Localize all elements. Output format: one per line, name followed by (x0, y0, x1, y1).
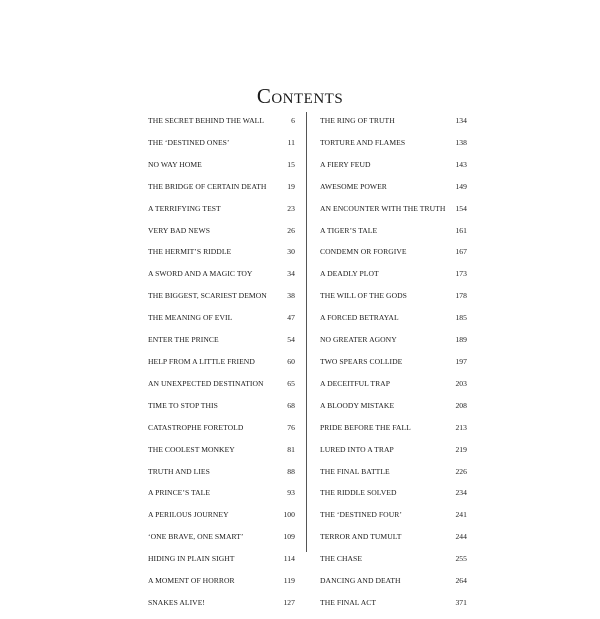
toc-entry-title: TIME TO STOP THIS (148, 400, 218, 410)
toc-entry-page: 30 (287, 247, 295, 257)
toc-entry-title: THE BIGGEST, SCARIEST DEMON (148, 291, 267, 301)
toc-entry-page: 143 (455, 159, 467, 169)
toc-entry (320, 422, 467, 444)
toc-entry (320, 115, 467, 137)
toc-entry-title: HIDING IN PLAIN SIGHT (148, 554, 235, 564)
toc-entry-title: A TIGER’S TALE (320, 225, 378, 235)
toc-entry-title: PRIDE BEFORE THE FALL (320, 422, 411, 432)
toc-entry-page: 15 (287, 159, 295, 169)
toc-entry-title: A DECEITFUL TRAP (320, 378, 390, 388)
toc-entry (148, 290, 295, 312)
toc-entry-page: 81 (287, 444, 295, 454)
toc-entry (148, 487, 295, 509)
toc-entry-title: VERY BAD NEWS (148, 225, 210, 235)
toc-entry (148, 268, 295, 290)
toc-entry-page: 38 (287, 291, 295, 301)
toc-entry-title: DANCING AND DEATH (320, 576, 401, 586)
toc-entry (320, 487, 467, 509)
toc-entry (320, 553, 467, 575)
toc-entry (148, 466, 295, 488)
toc-entry (320, 531, 467, 553)
toc-entry-title: THE COOLEST MONKEY (148, 444, 235, 454)
toc-entry-page: 185 (455, 313, 467, 323)
toc-entry (148, 400, 295, 422)
toc-column-left (148, 115, 295, 619)
toc-entry-title: THE SECRET BEHIND THE WALL (148, 116, 265, 125)
toc-entry-title: CONDEMN OR FORGIVE (320, 247, 407, 257)
toc-entry-title: A FIERY FEUD (320, 159, 371, 169)
toc-entry-title: A TERRIFYING TEST (148, 203, 221, 213)
toc-entry-page: 26 (287, 225, 295, 235)
toc-entry-page: 213 (455, 422, 467, 432)
toc-entry-page: 208 (455, 400, 467, 410)
toc-entry-title: THE WILL OF THE GODS (320, 291, 407, 301)
toc-entry-page: 100 (283, 510, 295, 520)
toc-entry-page: 76 (287, 422, 295, 432)
toc-entry-page: 371 (455, 597, 467, 607)
toc-entry-title: THE CHASE (320, 554, 363, 564)
toc-entry-title: A FORCED BETRAYAL (320, 313, 399, 323)
toc-entry (320, 597, 467, 619)
toc-entry-page: 109 (283, 532, 295, 542)
toc-entry-page: 88 (287, 466, 295, 476)
toc-entry-title: TORTURE AND FLAMES (320, 137, 406, 147)
toc-entry (148, 422, 295, 444)
toc-entry-page: 127 (283, 597, 295, 607)
toc-entry-page: 19 (287, 181, 295, 191)
toc-entry (148, 509, 295, 531)
toc-entry-page: 255 (455, 554, 467, 564)
toc-entry (148, 356, 295, 378)
toc-entry (148, 203, 295, 225)
toc-entry (320, 378, 467, 400)
toc-entry-page: 241 (455, 510, 467, 520)
toc-entry-page: 219 (455, 444, 467, 454)
toc-entry-title: TWO SPEARS COLLIDE (320, 356, 403, 366)
toc-entry-title: THE BRIDGE OF CERTAIN DEATH (148, 181, 267, 191)
toc-entry (320, 246, 467, 268)
toc-entry-title: AN UNEXPECTED DESTINATION (148, 378, 264, 388)
toc-entry (320, 268, 467, 290)
toc-entry-title: A BLOODY MISTAKE (320, 400, 395, 410)
toc-entry-page: 34 (287, 269, 295, 279)
toc-entry-page: 60 (287, 356, 295, 366)
toc-entry-title: THE HERMIT’S RIDDLE (148, 247, 232, 257)
toc-column-right (320, 115, 467, 619)
toc-entry (320, 356, 467, 378)
toc-entry-page: 161 (455, 225, 467, 235)
toc-entry-page: 264 (455, 576, 467, 586)
toc-entry-page: 114 (283, 554, 295, 564)
toc-entry-title: THE ‘DESTINED ONES’ (148, 137, 230, 147)
page-title: Contents (256, 84, 344, 109)
toc-entry (148, 181, 295, 203)
toc-entry (148, 575, 295, 597)
toc-entry-page: 138 (455, 137, 467, 147)
column-divider (306, 112, 307, 552)
toc-entry-page: 226 (455, 466, 467, 476)
toc-entry (148, 597, 295, 619)
toc-entry-page: 234 (455, 488, 467, 498)
toc-entry (320, 400, 467, 422)
toc-entry (320, 575, 467, 597)
toc-entry-title: NO WAY HOME (148, 159, 202, 169)
toc-entry-title: CATASTROPHE FORETOLD (148, 422, 244, 432)
toc-entry-page: 189 (455, 335, 467, 345)
toc-entry (148, 553, 295, 575)
toc-entry (148, 444, 295, 466)
toc-entry (320, 312, 467, 334)
toc-entry-title: AN ENCOUNTER WITH THE TRUTH (320, 203, 446, 213)
toc-entry-title: HELP FROM A LITTLE FRIEND (148, 356, 255, 366)
toc-entry-title: THE FINAL BATTLE (320, 466, 390, 476)
toc-entry-title: A SWORD AND A MAGIC TOY (148, 269, 253, 279)
toc-entry (320, 444, 467, 466)
toc-entry-page: 197 (455, 356, 467, 366)
toc-entry-page: 23 (287, 203, 295, 213)
toc-entry-title: A DEADLY PLOT (320, 269, 379, 279)
toc-entry-title: THE RING OF TRUTH (320, 116, 395, 125)
toc-entry-page: 6 (291, 116, 295, 125)
toc-entry-title: AWESOME POWER (320, 181, 387, 191)
toc-entry-title: TRUTH AND LIES (148, 466, 210, 476)
toc-entry-page: 167 (455, 247, 467, 257)
toc-entry (320, 181, 467, 203)
toc-entry (148, 334, 295, 356)
toc-entry-title: NO GREATER AGONY (320, 335, 397, 345)
toc-entry (320, 334, 467, 356)
toc-entry-page: 65 (287, 378, 295, 388)
toc-entry (148, 531, 295, 553)
toc-entry-title: THE ‘DESTINED FOUR’ (320, 510, 402, 520)
toc-entry-title: THE MEANING OF EVIL (148, 313, 233, 323)
toc-entry (148, 312, 295, 334)
toc-entry (320, 466, 467, 488)
toc-entry (320, 225, 467, 247)
toc-entry-page: 134 (455, 116, 467, 125)
toc-entry (320, 137, 467, 159)
toc-entry-page: 11 (287, 137, 295, 147)
toc-entry-page: 119 (283, 576, 295, 586)
toc-entry-page: 178 (455, 291, 467, 301)
toc-entry (148, 246, 295, 268)
toc-entry-title: A MOMENT OF HORROR (148, 576, 235, 586)
toc-entry (148, 159, 295, 181)
toc-entry-page: 154 (455, 203, 467, 213)
toc-entry-title: ‘ONE BRAVE, ONE SMART’ (148, 532, 244, 542)
toc-entry-page: 68 (287, 400, 295, 410)
toc-entry (148, 378, 295, 400)
toc-entry-page: 149 (455, 181, 467, 191)
toc-entry-title: A PERILOUS JOURNEY (148, 510, 229, 520)
toc-entry-page: 54 (287, 335, 295, 345)
toc-entry-page: 203 (455, 378, 467, 388)
toc-entry (320, 159, 467, 181)
toc-entry (148, 115, 295, 137)
toc-entry (148, 137, 295, 159)
toc-entry-title: THE RIDDLE SOLVED (320, 488, 397, 498)
toc-entry-title: A PRINCE’S TALE (148, 488, 211, 498)
toc-entry (320, 290, 467, 312)
toc-entry-page: 47 (287, 313, 295, 323)
toc-entry-title: SNAKES ALIVE! (148, 597, 205, 607)
toc-entry (320, 509, 467, 531)
toc-entry-title: LURED INTO A TRAP (320, 444, 394, 454)
toc-entry-page: 244 (455, 532, 467, 542)
toc-entry-page: 173 (455, 269, 467, 279)
toc-entry-title: THE FINAL ACT (320, 597, 377, 607)
toc-entry-title: TERROR AND TUMULT (320, 532, 402, 542)
toc-entry-title: ENTER THE PRINCE (148, 335, 219, 345)
toc-entry-page: 93 (287, 488, 295, 498)
toc-entry (148, 225, 295, 247)
toc-entry (320, 203, 467, 225)
